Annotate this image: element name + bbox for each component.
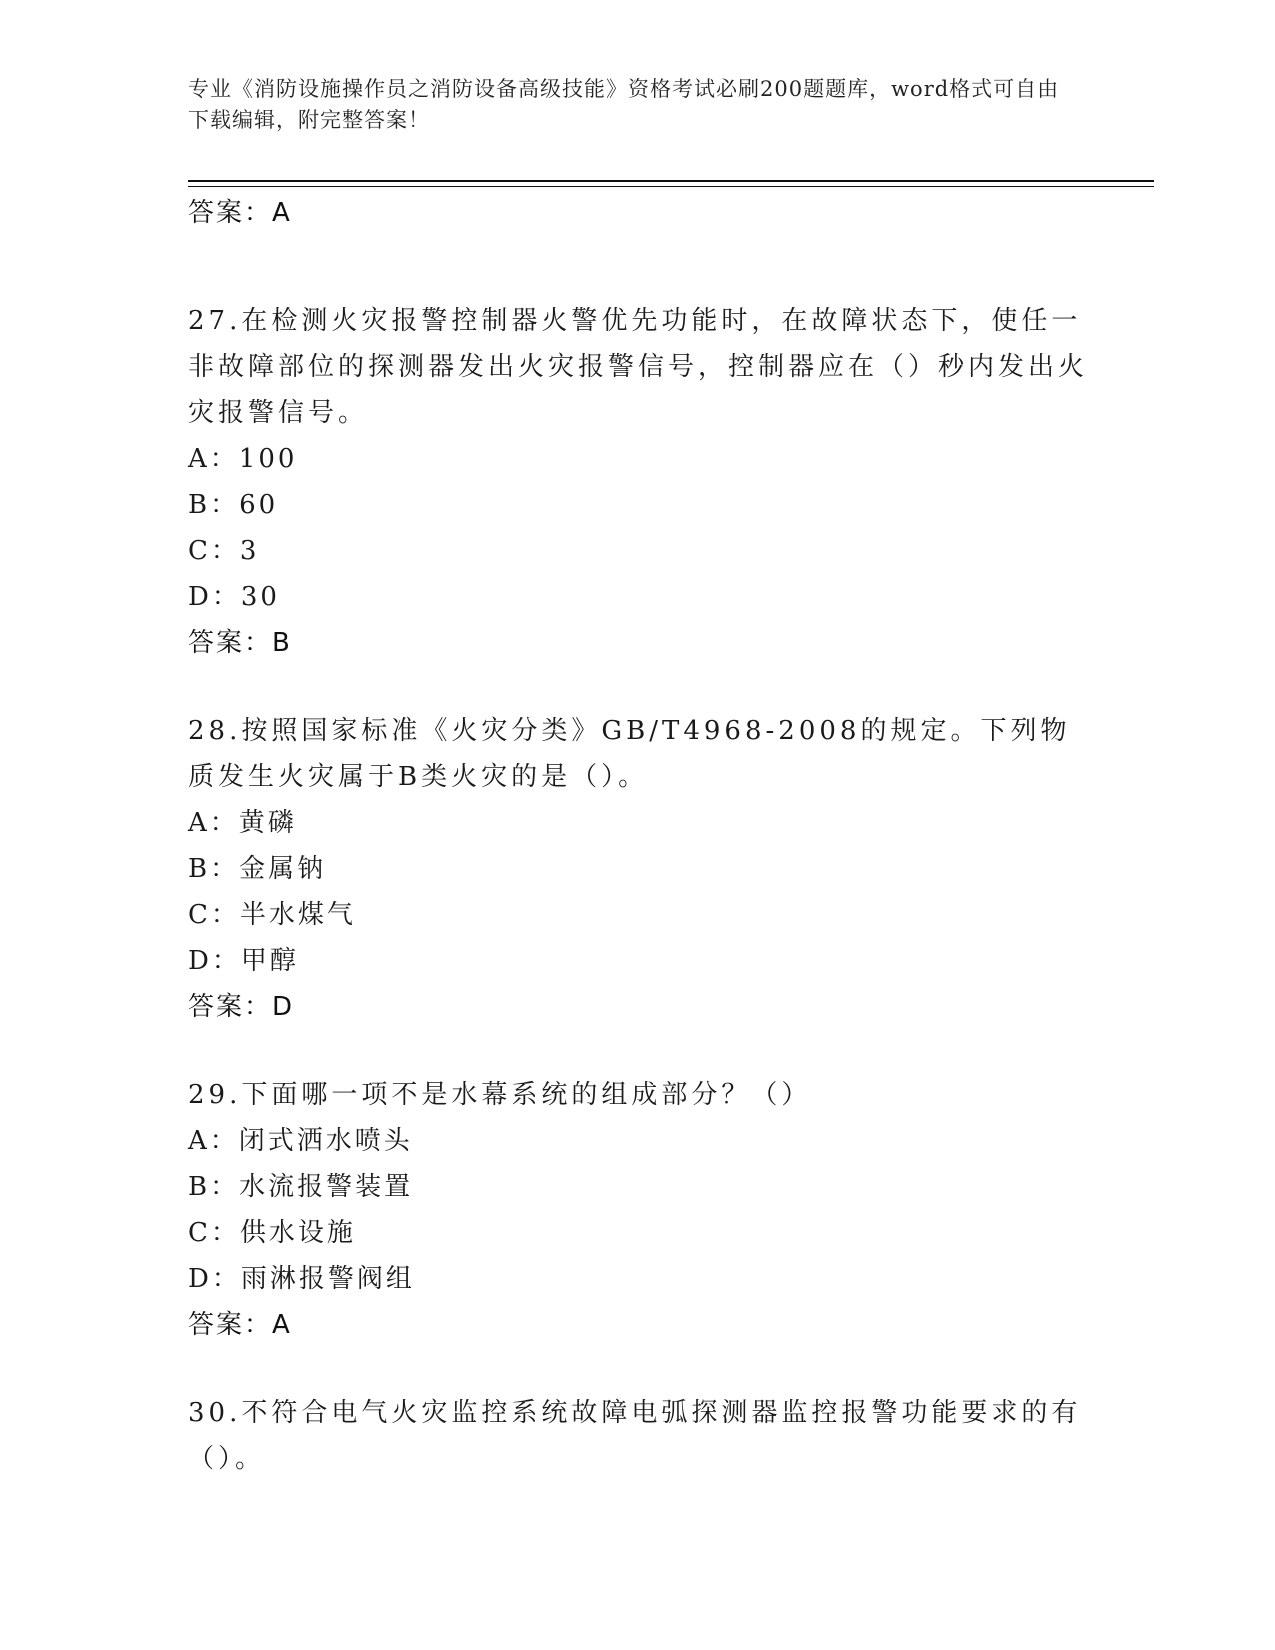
header-rule-thin xyxy=(188,186,1154,187)
option-a: A：黄磷 xyxy=(188,808,297,838)
document-header: 专业《消防设施操作员之消防设备高级技能》资格考试必刷200题题库，word格式可自由下载编辑，附完整答案！ xyxy=(188,77,1060,132)
option-a: A：闭式洒水喷头 xyxy=(188,1126,413,1156)
answer-27: 答案：B xyxy=(188,628,292,658)
question-text: 29.下面哪一项不是水幕系统的组成部分？（） xyxy=(188,1080,812,1110)
option-d: D：甲醇 xyxy=(188,946,299,976)
question-28 xyxy=(188,708,1088,1030)
question-30 xyxy=(188,1390,1088,1482)
option-b: B：金属钠 xyxy=(188,854,327,884)
answer-26: 答案：A xyxy=(188,198,292,228)
answer-28: 答案：D xyxy=(188,992,295,1022)
question-27 xyxy=(188,298,1088,666)
page-content xyxy=(188,190,1088,1482)
option-c: C：供水设施 xyxy=(188,1218,356,1248)
option-c: C：半水煤气 xyxy=(188,900,356,930)
question-text: 28.按照国家标准《火灾分类》GB/T4968-2008的规定。下列物质发生火灾属于B类火灾的是（）。 xyxy=(188,716,1071,792)
question-29 xyxy=(188,1072,1088,1348)
answer-29: 答案：A xyxy=(188,1310,292,1340)
option-b: B：60 xyxy=(188,490,279,520)
question-text: 30.不符合电气火灾监控系统故障电弧探测器监控报警功能要求的有（）。 xyxy=(188,1398,1082,1474)
option-c: C：3 xyxy=(188,536,260,566)
option-d: D：雨淋报警阀组 xyxy=(188,1264,415,1294)
option-a: A：100 xyxy=(188,444,298,474)
question-text: 27.在检测火灾报警控制器火警优先功能时，在故障状态下，使任一非故障部位的探测器发出火灾报警信号，控制器应在（）秒内发出火灾报警信号。 xyxy=(188,306,1089,428)
option-b: B：水流报警装置 xyxy=(188,1172,414,1202)
header-rule-thick xyxy=(188,180,1154,182)
option-d: D：30 xyxy=(188,582,280,612)
